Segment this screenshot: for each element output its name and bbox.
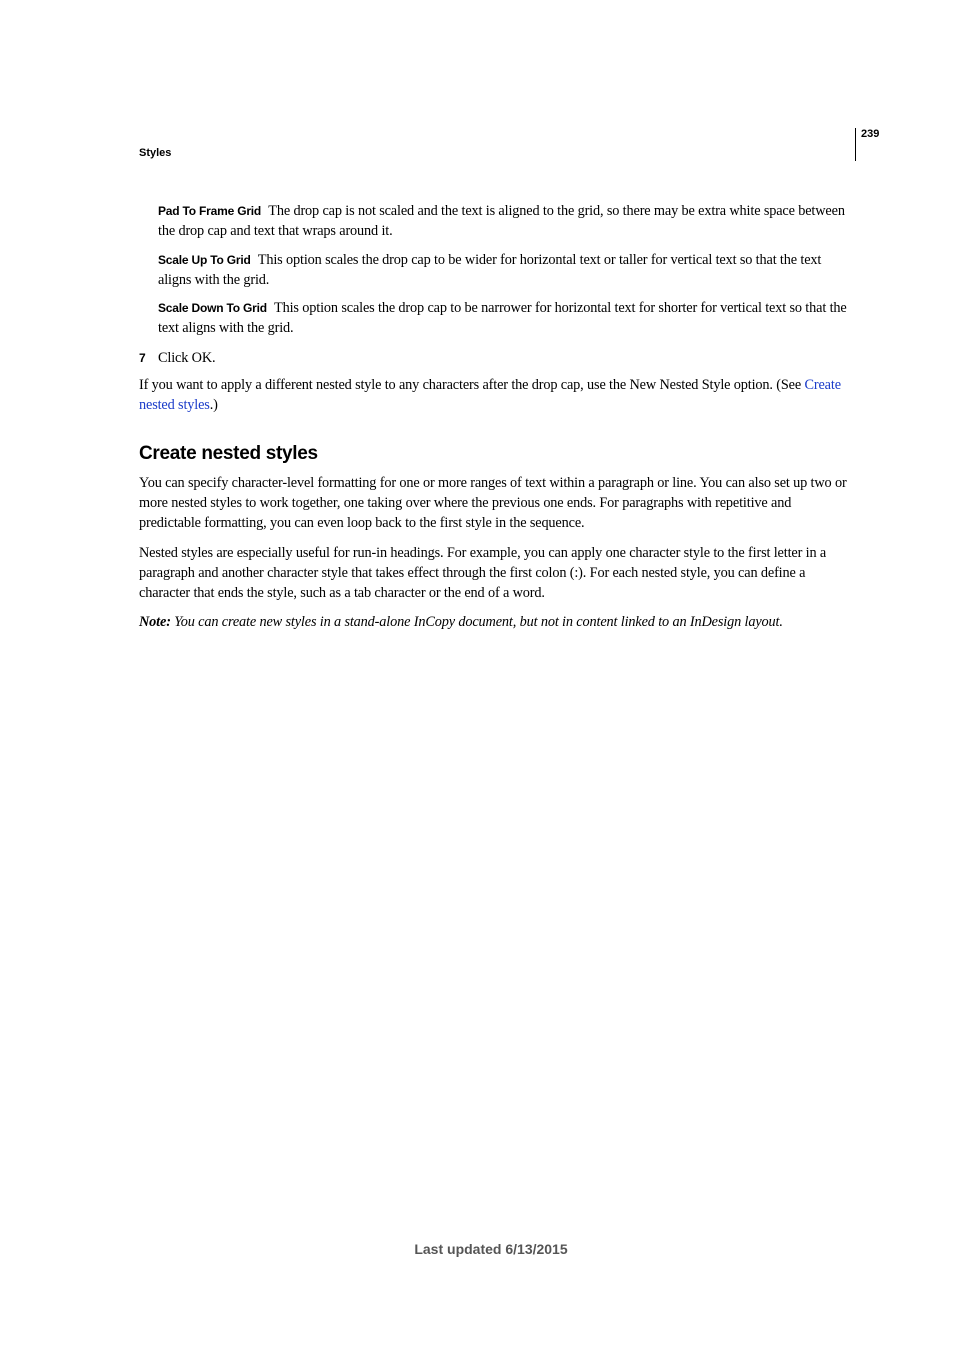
option-description: This option scales the drop cap to be wider for horizontal text or taller for vertical text so that the text aligns with the grid. (158, 252, 822, 288)
section-paragraph-1: You can specify character-level formatting for one or more ranges of text within a paragraph or line. You can also set up two or more nested styles to work together, one taking over where the previous one ends. For paragraphs with repetitive and predictable formatting, you can even loop back to the first style in the sequence. (139, 475, 847, 531)
create-nested-styles-link[interactable]: Create nested styles (139, 377, 841, 413)
section-title: Create nested styles (139, 443, 318, 464)
paragraph-text: If you want to apply a different nested style to any characters after the drop cap, use the New Nested Style option. (See (139, 377, 805, 393)
step-number: 7 (139, 351, 146, 365)
footer-last-updated: Last updated 6/13/2015 (414, 1241, 568, 1257)
page-number: 239 (861, 128, 880, 140)
option-scale-up-to-grid (158, 250, 851, 290)
option-term: Scale Down To Grid (158, 301, 267, 315)
nested-style-paragraph (139, 375, 851, 415)
note-text: You can create new styles in a stand-alone InCopy document, but not in content linked to an InDesign layout. (174, 614, 783, 630)
step-7 (139, 348, 851, 368)
option-description: This option scales the drop cap to be narrower for horizontal text for shorter for vertical text so that the text aligns with the grid. (158, 300, 847, 336)
step-text: Click OK. (158, 350, 216, 366)
running-header: Styles (139, 147, 172, 159)
paragraph-text-end: .) (209, 397, 218, 413)
note-label: Note: (139, 614, 171, 630)
section-paragraph-2: Nested styles are especially useful for run-in headings. For example, you can apply one character style to the first letter in a paragraph and another character style that takes effect through the first colon (:). For each nested style, you can define a character that ends the style, such as a tab character or the end of a word. (139, 545, 827, 601)
option-description: The drop cap is not scaled and the text is aligned to the grid, so there may be extra white space between the drop cap and text that wraps around it. (158, 203, 845, 239)
option-term: Scale Up To Grid (158, 253, 251, 267)
note (139, 612, 851, 632)
option-pad-to-frame-grid (158, 201, 851, 241)
option-term: Pad To Frame Grid (158, 204, 262, 218)
page-number-rule (855, 128, 856, 161)
option-scale-down-to-grid (158, 298, 851, 338)
